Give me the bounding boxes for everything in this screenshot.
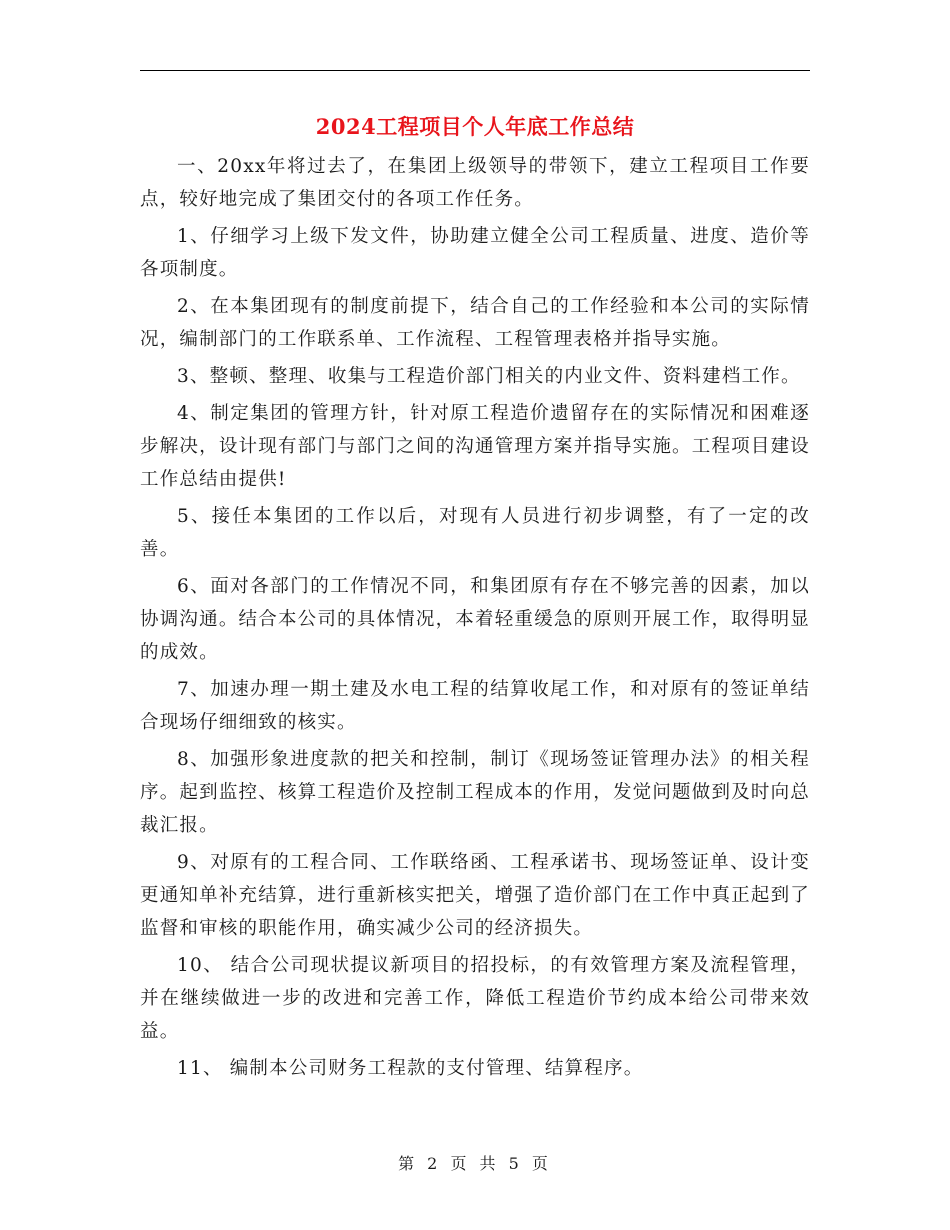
paragraph-item-2: 2、在本集团现有的制度前提下，结合自己的工作经验和本公司的实际情况，编制部门的工作联系单、工作流程、工程管理表格并指导实施。 — [140, 296, 810, 350]
paragraph-item-6: 6、面对各部门的工作情况不同，和集团原有存在不够完善的因素，加以协调沟通。结合本公司的具体情况，本着轻重缓急的原则开展工作，取得明显的成效。 — [140, 576, 810, 663]
paragraph-item-1: 1、仔细学习上级下发文件，协助建立健全公司工程质量、进度、造价等各项制度。 — [140, 226, 810, 280]
paragraph-item-9: 9、对原有的工程合同、工作联络函、工程承诺书、现场签证单、设计变更通知单补充结算，进行重新核实把关，增强了造价部门在工作中真正起到了监督和审核的职能作用，确实减少公司的经济损失。 — [140, 852, 810, 939]
paragraph-item-11: 11、 编制本公司财务工程款的支付管理、结算程序。 — [177, 1058, 644, 1079]
document-title: 2024工程项目个人年底工作总结 — [315, 114, 635, 139]
paragraph-intro: 一、20xx年将过去了，在集团上级领导的带领下，建立工程项目工作要点，较好地完成了集团交付的各项工作任务。 — [140, 156, 810, 210]
paragraph-item-3: 3、整顿、整理、收集与工程造价部门相关的内业文件、资料建档工作。 — [177, 366, 801, 387]
paragraph-item-8: 8、加强形象进度款的把关和控制，制订《现场签证管理办法》的相关程序。起到监控、核算工程造价及控制工程成本的作用，发觉问题做到及时向总裁汇报。 — [140, 749, 810, 836]
document-body — [140, 150, 810, 1089]
paragraph-item-10: 10、 结合公司现状提议新项目的招投标，的有效管理方案及流程管理，并在继续做进一步的改进和完善工作，降低工程造价节约成本给公司带来效益。 — [140, 955, 810, 1042]
header-rule — [140, 70, 810, 71]
page-number-footer: 第 2 页 共 5 页 — [398, 1154, 552, 1173]
paragraph-item-7: 7、加速办理一期土建及水电工程的结算收尾工作，和对原有的签证单结合现场仔细细致的核实。 — [140, 679, 810, 733]
paragraph-item-5: 5、接任本集团的工作以后，对现有人员进行初步调整，有了一定的改善。 — [140, 506, 810, 560]
paragraph-item-4: 4、制定集团的管理方针，针对原工程造价遗留存在的实际情况和困难逐步解决，设计现有部门与部门之间的沟通管理方案并指导实施。工程项目建设工作总结由提供! — [140, 403, 810, 490]
